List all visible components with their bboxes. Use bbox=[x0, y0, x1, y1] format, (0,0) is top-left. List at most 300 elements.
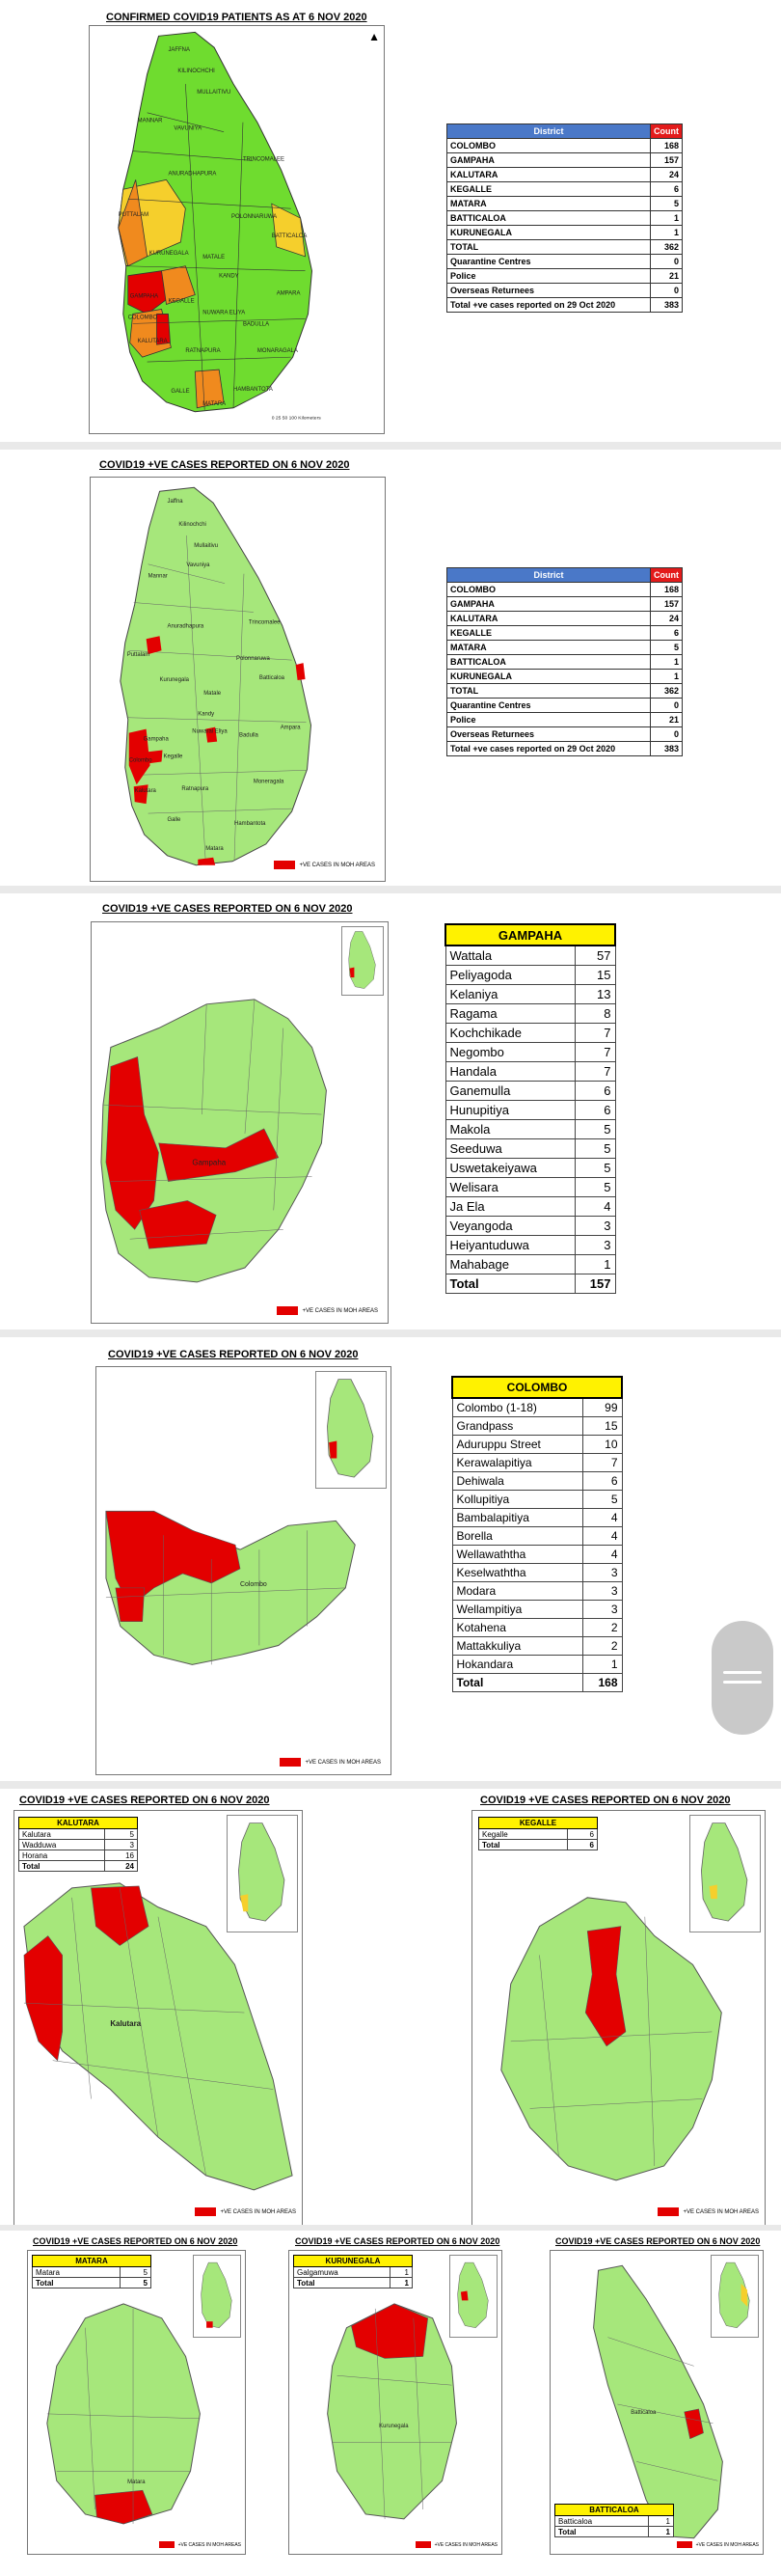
row-value: 2 bbox=[582, 1636, 622, 1655]
row-value: 15 bbox=[575, 965, 615, 984]
locator-inset-map bbox=[315, 1371, 387, 1489]
legend-label: +VE CASES IN MOH AREAS bbox=[177, 2541, 241, 2548]
row-value: 5 bbox=[575, 1158, 615, 1177]
row-label: KEGALLE bbox=[447, 626, 651, 641]
row-value: 1 bbox=[648, 2527, 673, 2537]
table-header: KURUNEGALA bbox=[294, 2256, 413, 2267]
row-value: 3 bbox=[582, 1600, 622, 1618]
table-row bbox=[447, 182, 683, 197]
locator-inset-map bbox=[711, 2255, 759, 2338]
row-label: Wattala bbox=[445, 945, 575, 965]
panel-colombo bbox=[0, 1337, 781, 1781]
table-row bbox=[445, 945, 615, 965]
map-label: POLONNARUWA bbox=[231, 214, 278, 221]
row-label: Aduruppu Street bbox=[452, 1435, 582, 1453]
table-total-row bbox=[445, 1274, 615, 1293]
batticaloa-map-frame bbox=[550, 2250, 764, 2555]
legend-swatch bbox=[658, 2207, 679, 2216]
panel-title: COVID19 +VE CASES REPORTED ON 6 NOV 2020 bbox=[102, 903, 353, 915]
row-value: 1 bbox=[651, 670, 683, 684]
row-value: 2 bbox=[582, 1618, 622, 1636]
table-row bbox=[452, 1618, 622, 1636]
row-label: TOTAL bbox=[447, 240, 651, 255]
map-legend bbox=[658, 2207, 759, 2216]
map-label: Matara bbox=[127, 2480, 146, 2486]
table-row bbox=[445, 1254, 615, 1274]
map-label: BADULLA bbox=[242, 321, 270, 328]
map-label: Kegalle bbox=[163, 754, 183, 760]
district-map-frame bbox=[89, 25, 385, 434]
panel-title: COVID19 +VE CASES REPORTED ON 6 NOV 2020 bbox=[33, 2236, 238, 2246]
table-row bbox=[452, 1508, 622, 1526]
menu-lines-icon bbox=[723, 1681, 762, 1684]
table-row bbox=[445, 1023, 615, 1042]
table-row bbox=[445, 1196, 615, 1216]
table-header: MATARA bbox=[33, 2256, 151, 2267]
batticaloa-moh-table bbox=[554, 2504, 674, 2537]
map-label: KILINOCHCHI bbox=[177, 69, 215, 75]
row-value: 5 bbox=[120, 2278, 151, 2288]
table-row bbox=[445, 1061, 615, 1081]
table-header-district: District bbox=[447, 124, 651, 139]
table-row bbox=[452, 1581, 622, 1600]
table-total-row bbox=[19, 1861, 138, 1872]
row-label: Kelaniya bbox=[445, 984, 575, 1003]
locator-inset-map bbox=[449, 2255, 498, 2338]
panel-gampaha bbox=[0, 893, 781, 1328]
row-value: 0 bbox=[651, 255, 683, 269]
map-label: Kurunegala bbox=[379, 2423, 409, 2429]
table-row bbox=[555, 2516, 674, 2527]
row-label: GAMPAHA bbox=[447, 153, 651, 168]
row-label: Negombo bbox=[445, 1042, 575, 1061]
table-header: COLOMBO bbox=[452, 1377, 622, 1398]
table-row bbox=[447, 626, 683, 641]
table-header: GAMPAHA bbox=[445, 924, 615, 945]
row-value: 5 bbox=[575, 1177, 615, 1196]
table-header-count: Count bbox=[651, 124, 683, 139]
row-value: 13 bbox=[575, 984, 615, 1003]
table-row bbox=[445, 984, 615, 1003]
table-total-row bbox=[479, 1840, 598, 1850]
map-legend bbox=[274, 861, 375, 869]
table-row bbox=[447, 655, 683, 670]
map-label: Batticaloa bbox=[258, 675, 285, 681]
table-header-district: District bbox=[447, 568, 651, 583]
row-value: 1 bbox=[390, 2267, 412, 2278]
table-row bbox=[447, 269, 683, 284]
map-legend bbox=[280, 1758, 381, 1767]
north-arrow-icon: ▲ bbox=[368, 30, 380, 43]
row-label: Total bbox=[294, 2278, 390, 2288]
panel-matara-kurunegala-batticaloa bbox=[0, 2231, 781, 2576]
row-label: Hokandara bbox=[452, 1655, 582, 1673]
row-label: KURUNEGALA bbox=[447, 670, 651, 684]
row-value: 5 bbox=[651, 197, 683, 211]
map-label: Ratnapura bbox=[181, 786, 209, 793]
row-label: MATARA bbox=[447, 641, 651, 655]
map-label: Kalutara bbox=[134, 788, 156, 795]
row-label: Total bbox=[445, 1274, 575, 1293]
row-value: 5 bbox=[575, 1138, 615, 1158]
map-label: Moneragala bbox=[253, 779, 284, 785]
row-label: Veyangoda bbox=[445, 1216, 575, 1235]
map-label: Badulla bbox=[238, 732, 258, 739]
row-value: 5 bbox=[582, 1490, 622, 1508]
row-value: 1 bbox=[648, 2516, 673, 2527]
row-label: Kegalle bbox=[479, 1829, 568, 1840]
row-value: 157 bbox=[651, 597, 683, 612]
panel-title: COVID19 +VE CASES REPORTED ON 6 NOV 2020 bbox=[555, 2236, 761, 2246]
map-legend bbox=[195, 2207, 296, 2216]
row-value: 7 bbox=[575, 1061, 615, 1081]
map-label: MANNAR bbox=[137, 118, 163, 124]
row-value: 4 bbox=[575, 1196, 615, 1216]
table-row bbox=[447, 197, 683, 211]
row-value: 10 bbox=[582, 1435, 622, 1453]
legend-label: +VE CASES IN MOH AREAS bbox=[299, 862, 375, 868]
legend-label: +VE CASES IN MOH AREAS bbox=[220, 2208, 296, 2215]
row-label: Total bbox=[555, 2527, 649, 2537]
table-row bbox=[452, 1526, 622, 1545]
panel-title: COVID19 +VE CASES REPORTED ON 6 NOV 2020 bbox=[108, 1349, 359, 1360]
row-value: 3 bbox=[105, 1840, 138, 1850]
row-label: KURUNEGALA bbox=[447, 226, 651, 240]
row-value: 6 bbox=[575, 1100, 615, 1119]
row-value: 6 bbox=[575, 1081, 615, 1100]
table-row bbox=[447, 597, 683, 612]
row-value: 5 bbox=[651, 641, 683, 655]
row-label: Wadduwa bbox=[19, 1840, 105, 1850]
table-header: KEGALLE bbox=[479, 1818, 598, 1829]
row-label: Batticaloa bbox=[555, 2516, 649, 2527]
row-value: 157 bbox=[575, 1274, 615, 1293]
map-label: Gampaha bbox=[192, 1158, 227, 1167]
row-value: 4 bbox=[582, 1508, 622, 1526]
legend-label: +VE CASES IN MOH AREAS bbox=[434, 2541, 498, 2548]
map-label: BATTICALOA bbox=[271, 233, 308, 239]
table-row bbox=[447, 139, 683, 153]
row-label: Bambalapitiya bbox=[452, 1508, 582, 1526]
table-row bbox=[447, 727, 683, 742]
row-label: Makola bbox=[445, 1119, 575, 1138]
map-label: Hambantota bbox=[234, 821, 266, 828]
row-label: Total bbox=[452, 1673, 582, 1691]
scroll-handle[interactable] bbox=[712, 1621, 773, 1735]
table-total-row bbox=[294, 2278, 413, 2288]
colombo-map-frame bbox=[95, 1366, 391, 1775]
table-row bbox=[452, 1435, 622, 1453]
map-label: Puttalam bbox=[126, 652, 150, 659]
map-label: ANURADHAPURA bbox=[168, 171, 217, 178]
panel-title: COVID19 +VE CASES REPORTED ON 6 NOV 2020 bbox=[480, 1795, 731, 1806]
row-label: Seeduwa bbox=[445, 1138, 575, 1158]
row-value: 5 bbox=[105, 1829, 138, 1840]
table-row bbox=[447, 713, 683, 727]
table-row bbox=[452, 1563, 622, 1581]
table-row bbox=[445, 1119, 615, 1138]
row-label: Borella bbox=[452, 1526, 582, 1545]
table-row bbox=[447, 670, 683, 684]
map-label: PUTTALAM bbox=[118, 212, 149, 219]
table-row bbox=[33, 2267, 151, 2278]
legend-swatch bbox=[277, 1306, 298, 1315]
map-label: Kilinochchi bbox=[178, 522, 206, 529]
map-label: KEGALLE bbox=[168, 298, 195, 305]
row-label: Keselwaththa bbox=[452, 1563, 582, 1581]
table-total-row bbox=[447, 240, 683, 255]
row-value: 3 bbox=[575, 1216, 615, 1235]
map-legend bbox=[159, 2541, 241, 2548]
row-value: 6 bbox=[567, 1840, 597, 1850]
map-label: GALLE bbox=[171, 388, 190, 395]
sri-lanka-district-map bbox=[90, 26, 384, 433]
panel-confirmed-patients bbox=[0, 0, 781, 439]
legend-label: +VE CASES IN MOH AREAS bbox=[683, 2208, 759, 2215]
row-value: 383 bbox=[651, 742, 683, 756]
colombo-moh-table bbox=[451, 1376, 623, 1692]
row-label: Overseas Returnees bbox=[447, 284, 651, 298]
map-label: COLOMBO bbox=[127, 315, 158, 321]
row-value: 3 bbox=[582, 1581, 622, 1600]
map-label: Gampaha bbox=[143, 736, 169, 743]
district-count-table bbox=[446, 123, 683, 313]
row-label: Heiyantuduwa bbox=[445, 1235, 575, 1254]
map-label: MONARAGALA bbox=[256, 348, 298, 355]
map-label: Ampara bbox=[280, 725, 301, 731]
row-value: 4 bbox=[582, 1545, 622, 1563]
table-row bbox=[445, 1003, 615, 1023]
row-value: 0 bbox=[651, 284, 683, 298]
panel-separator bbox=[0, 442, 781, 450]
row-label: Kollupitiya bbox=[452, 1490, 582, 1508]
map-label: RATNAPURA bbox=[185, 348, 221, 355]
row-label: Matara bbox=[33, 2267, 121, 2278]
row-label: BATTICALOA bbox=[447, 211, 651, 226]
row-value: 5 bbox=[120, 2267, 151, 2278]
row-value: 21 bbox=[651, 713, 683, 727]
table-total-row bbox=[33, 2278, 151, 2288]
table-total-row bbox=[555, 2527, 674, 2537]
map-label: Matale bbox=[203, 690, 222, 697]
row-label: Ganemulla bbox=[445, 1081, 575, 1100]
row-label: Quarantine Centres bbox=[447, 255, 651, 269]
row-value: 5 bbox=[575, 1119, 615, 1138]
legend-swatch bbox=[280, 1758, 301, 1767]
kalutara-moh-table bbox=[18, 1817, 138, 1872]
panel-separator bbox=[0, 1781, 781, 1789]
table-row bbox=[447, 641, 683, 655]
panel-title: COVID19 +VE CASES REPORTED ON 6 NOV 2020 bbox=[295, 2236, 500, 2246]
row-value: 7 bbox=[582, 1453, 622, 1471]
row-value: 8 bbox=[575, 1003, 615, 1023]
row-value: 1 bbox=[575, 1254, 615, 1274]
table-row bbox=[447, 226, 683, 240]
row-label: Kochchikade bbox=[445, 1023, 575, 1042]
row-label: Police bbox=[447, 713, 651, 727]
table-row bbox=[447, 168, 683, 182]
table-header: BATTICALOA bbox=[555, 2505, 674, 2516]
table-row bbox=[447, 153, 683, 168]
map-label: Colombo bbox=[128, 757, 152, 764]
table-row bbox=[445, 965, 615, 984]
table-row bbox=[452, 1416, 622, 1435]
map-label: Vavuniya bbox=[186, 562, 210, 568]
map-label: KALUTARA bbox=[137, 339, 168, 345]
row-label: Horana bbox=[19, 1850, 105, 1861]
island-map-frame bbox=[90, 477, 386, 882]
row-label: COLOMBO bbox=[447, 139, 651, 153]
row-label: Peliyagoda bbox=[445, 965, 575, 984]
row-value: 157 bbox=[651, 153, 683, 168]
row-label: Kotahena bbox=[452, 1618, 582, 1636]
table-row bbox=[445, 1177, 615, 1196]
row-value: 0 bbox=[651, 699, 683, 713]
map-label: NUWARA ELIYA bbox=[202, 310, 246, 316]
table-row bbox=[445, 1100, 615, 1119]
map-label: GAMPAHA bbox=[129, 293, 159, 300]
table-grand-total-row bbox=[447, 298, 683, 313]
row-value: 6 bbox=[651, 182, 683, 197]
row-label: Dehiwala bbox=[452, 1471, 582, 1490]
table-row bbox=[447, 612, 683, 626]
row-label: Hunupitiya bbox=[445, 1100, 575, 1119]
map-label: VAVUNIYA bbox=[174, 125, 202, 132]
row-value: 24 bbox=[651, 612, 683, 626]
matara-map-frame bbox=[27, 2250, 246, 2555]
table-total-row bbox=[447, 684, 683, 699]
kegalle-moh-table bbox=[478, 1817, 598, 1850]
row-label: Handala bbox=[445, 1061, 575, 1081]
panel-title: CONFIRMED COVID19 PATIENTS AS AT 6 NOV 2020 bbox=[106, 12, 367, 23]
row-value: 168 bbox=[651, 139, 683, 153]
row-value: 1 bbox=[651, 226, 683, 240]
row-label: Quarantine Centres bbox=[447, 699, 651, 713]
table-row bbox=[452, 1471, 622, 1490]
locator-inset-map bbox=[341, 926, 384, 996]
row-value: 0 bbox=[651, 727, 683, 742]
row-label: Wellampitiya bbox=[452, 1600, 582, 1618]
row-label: Overseas Returnees bbox=[447, 727, 651, 742]
row-value: 362 bbox=[651, 240, 683, 255]
row-value: 6 bbox=[567, 1829, 597, 1840]
row-value: 6 bbox=[582, 1471, 622, 1490]
row-value: 24 bbox=[651, 168, 683, 182]
map-label: Trincomalee bbox=[248, 619, 281, 626]
map-label: Mannar bbox=[148, 573, 168, 580]
legend-swatch bbox=[195, 2207, 216, 2216]
table-row bbox=[447, 583, 683, 597]
row-label: Modara bbox=[452, 1581, 582, 1600]
row-value: 168 bbox=[582, 1673, 622, 1691]
row-label: Grandpass bbox=[452, 1416, 582, 1435]
row-value: 15 bbox=[582, 1416, 622, 1435]
row-label: MATARA bbox=[447, 197, 651, 211]
row-value: 1 bbox=[390, 2278, 412, 2288]
row-label: Galgamuwa bbox=[294, 2267, 390, 2278]
panel-kalutara-kegalle bbox=[0, 1789, 781, 2233]
row-value: 24 bbox=[105, 1861, 138, 1872]
map-label: Nuwaral Eliya bbox=[192, 728, 228, 735]
map-legend bbox=[677, 2541, 759, 2548]
map-label: MATALE bbox=[202, 254, 226, 260]
kalutara-map-frame bbox=[13, 1810, 303, 2227]
row-label: KALUTARA bbox=[447, 168, 651, 182]
row-value: 16 bbox=[105, 1850, 138, 1861]
row-label: Welisara bbox=[445, 1177, 575, 1196]
row-label: Kerawalapitiya bbox=[452, 1453, 582, 1471]
row-label: Total +ve cases reported on 29 Oct 2020 bbox=[447, 298, 651, 313]
map-label: Jaffna bbox=[167, 499, 183, 506]
locator-inset-map bbox=[227, 1815, 298, 1932]
table-row bbox=[445, 1235, 615, 1254]
row-label: COLOMBO bbox=[447, 583, 651, 597]
locator-inset-map bbox=[689, 1815, 761, 1932]
gampaha-map-frame bbox=[91, 921, 389, 1324]
row-value: 383 bbox=[651, 298, 683, 313]
table-row bbox=[445, 1216, 615, 1235]
table-row bbox=[452, 1636, 622, 1655]
sri-lanka-moh-map bbox=[91, 478, 385, 881]
kegalle-map-frame bbox=[471, 1810, 766, 2227]
map-legend bbox=[277, 1306, 378, 1315]
map-label: Kurunegala bbox=[159, 676, 189, 683]
table-row bbox=[447, 699, 683, 713]
row-label: Ja Ela bbox=[445, 1196, 575, 1216]
table-row bbox=[447, 211, 683, 226]
table-row bbox=[452, 1600, 622, 1618]
table-row bbox=[445, 1042, 615, 1061]
row-label: Colombo (1-18) bbox=[452, 1398, 582, 1416]
row-label: Wellawaththa bbox=[452, 1545, 582, 1563]
row-label: Total bbox=[479, 1840, 568, 1850]
row-value: 99 bbox=[582, 1398, 622, 1416]
map-label: KANDY bbox=[219, 273, 239, 280]
map-label: Kalutara bbox=[110, 2018, 142, 2028]
table-row bbox=[452, 1490, 622, 1508]
map-label: MATARA bbox=[202, 400, 227, 407]
table-row bbox=[445, 1138, 615, 1158]
table-row bbox=[452, 1655, 622, 1673]
map-label: KURUNEGALA bbox=[148, 250, 189, 257]
row-label: TOTAL bbox=[447, 684, 651, 699]
panel-title: COVID19 +VE CASES REPORTED ON 6 NOV 2020 bbox=[99, 459, 350, 471]
menu-lines-icon bbox=[723, 1671, 762, 1674]
table-row bbox=[447, 255, 683, 269]
row-value: 1 bbox=[582, 1655, 622, 1673]
row-value: 7 bbox=[575, 1042, 615, 1061]
table-row bbox=[479, 1829, 598, 1840]
row-value: 4 bbox=[582, 1526, 622, 1545]
table-row bbox=[445, 1081, 615, 1100]
legend-label: +VE CASES IN MOH AREAS bbox=[302, 1307, 378, 1314]
table-row bbox=[445, 1158, 615, 1177]
map-label: TRINCOMALEE bbox=[242, 156, 284, 163]
row-value: 21 bbox=[651, 269, 683, 284]
row-label: Mattakkuliya bbox=[452, 1636, 582, 1655]
legend-swatch bbox=[159, 2541, 175, 2548]
table-row bbox=[19, 1850, 138, 1861]
table-row bbox=[294, 2267, 413, 2278]
map-label: Colombo bbox=[240, 1580, 267, 1588]
panel-title: COVID19 +VE CASES REPORTED ON 6 NOV 2020 bbox=[19, 1795, 270, 1806]
row-label: BATTICALOA bbox=[447, 655, 651, 670]
row-label: Mahabage bbox=[445, 1254, 575, 1274]
map-label: HAMBANTOTA bbox=[233, 386, 273, 393]
row-label: KEGALLE bbox=[447, 182, 651, 197]
map-label: Mullaitivu bbox=[194, 542, 219, 549]
matara-moh-table bbox=[32, 2255, 151, 2288]
